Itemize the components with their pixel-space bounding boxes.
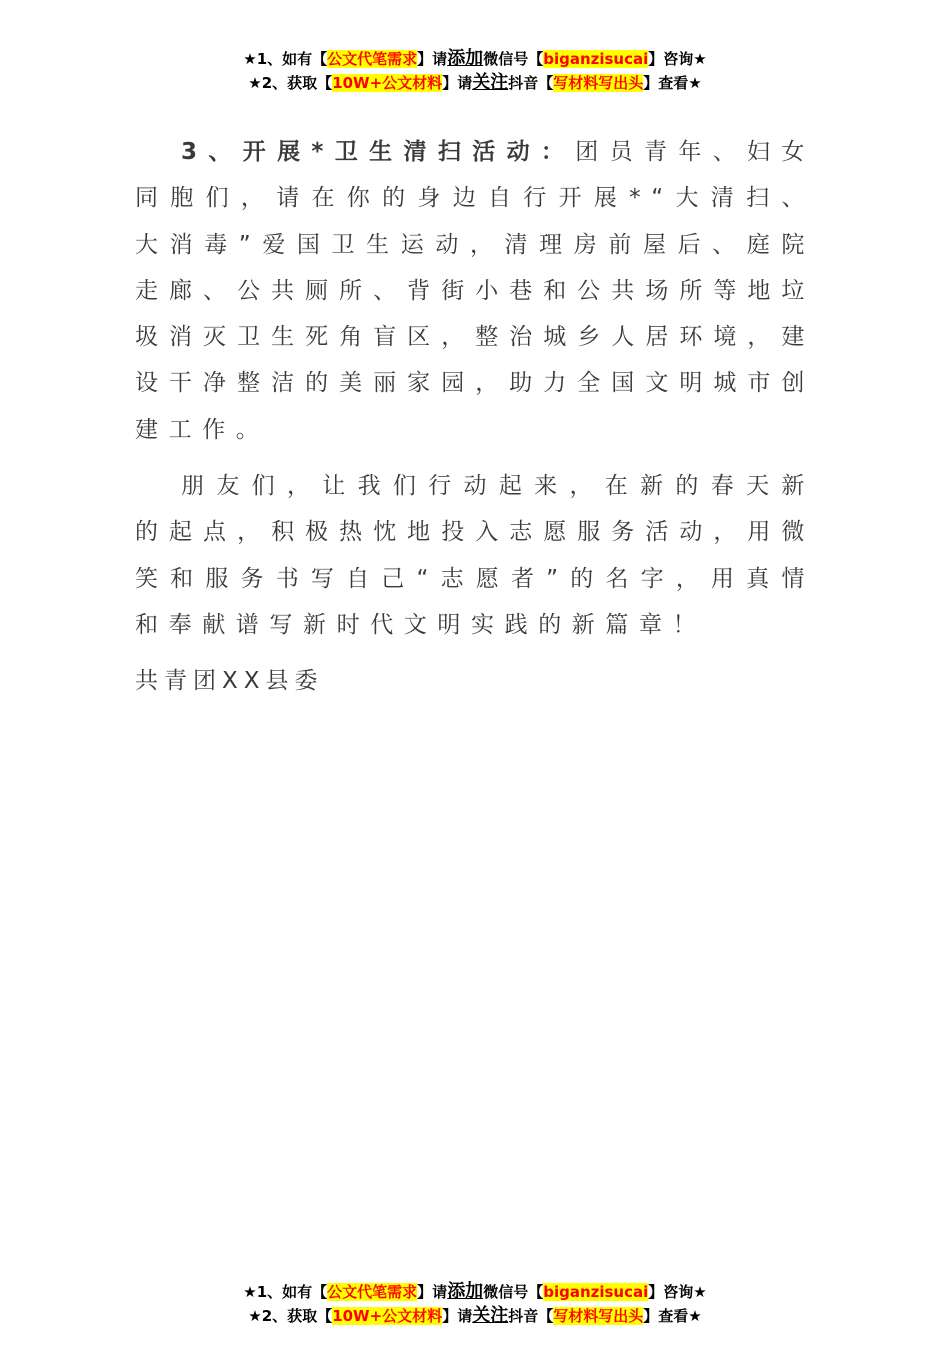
banner-emphasis: 添加 bbox=[447, 48, 484, 69]
header-banner bbox=[0, 47, 950, 95]
banner-line-1 bbox=[0, 47, 950, 71]
banner-line-2 bbox=[0, 71, 950, 95]
banner-text: ★1、如有【 bbox=[243, 50, 328, 68]
paragraph-sanitation-activity bbox=[135, 129, 815, 453]
banner-text: ★1、如有【 bbox=[243, 1283, 328, 1301]
banner-text: 】请 bbox=[442, 74, 473, 92]
banner-text: 】咨询★ bbox=[648, 1283, 707, 1301]
paragraph: 朋友们，让我们行动起来，在新的春天新的起点，积极热忱地投入志愿服务活动，用微笑和服务书写自己“志愿者”的名字，用真情和奉献谱写新时代文明实践的新篇章！ bbox=[135, 473, 815, 638]
banner-emphasis: 添加 bbox=[447, 1281, 484, 1302]
banner-text: 】请 bbox=[442, 1307, 473, 1325]
paragraph-call-to-action bbox=[135, 463, 815, 648]
banner-emphasis: 关注 bbox=[472, 72, 509, 93]
signature: 共青团XX县委 bbox=[135, 668, 324, 694]
banner-text: 】请 bbox=[417, 50, 448, 68]
banner-highlight: 公文代笔需求 bbox=[327, 1283, 418, 1301]
banner-line-2 bbox=[0, 1304, 950, 1328]
banner-text: 微信号【 bbox=[483, 1283, 544, 1301]
banner-text: 】查看★ bbox=[643, 1307, 702, 1325]
banner-text: 】查看★ bbox=[643, 74, 702, 92]
banner-text: 微信号【 bbox=[483, 50, 544, 68]
paragraph-heading: 3、开展*卫生清扫活动： bbox=[181, 139, 576, 165]
banner-highlight: 写材料写出头 bbox=[553, 74, 644, 92]
banner-highlight: biganzisucai bbox=[543, 50, 649, 68]
banner-emphasis: 关注 bbox=[472, 1305, 509, 1326]
banner-highlight: 10W+公文材料 bbox=[332, 1307, 443, 1325]
footer-banner bbox=[0, 1280, 950, 1328]
banner-line-1 bbox=[0, 1280, 950, 1304]
paragraph-body: 团员青年、妇女同胞们，请在你的身边自行开展*“大清扫、大消毒”爱国卫生运动，清理房前屋后、庭院走廊、公共厕所、背街小巷和公共场所等地垃圾消灭卫生死角盲区，整治城乡人居环境，建设干净整洁的美丽家园，助力全国文明城市创建工作。 bbox=[135, 139, 816, 443]
banner-text: ★2、获取【 bbox=[248, 74, 333, 92]
banner-text: 抖音【 bbox=[508, 74, 554, 92]
banner-text: ★2、获取【 bbox=[248, 1307, 333, 1325]
banner-highlight: biganzisucai bbox=[543, 1283, 649, 1301]
banner-text: 】请 bbox=[417, 1283, 448, 1301]
banner-highlight: 写材料写出头 bbox=[553, 1307, 644, 1325]
banner-text: 抖音【 bbox=[508, 1307, 554, 1325]
banner-text: 】咨询★ bbox=[648, 50, 707, 68]
paragraph bbox=[135, 129, 815, 453]
banner-highlight: 公文代笔需求 bbox=[327, 50, 418, 68]
banner-highlight: 10W+公文材料 bbox=[332, 74, 443, 92]
